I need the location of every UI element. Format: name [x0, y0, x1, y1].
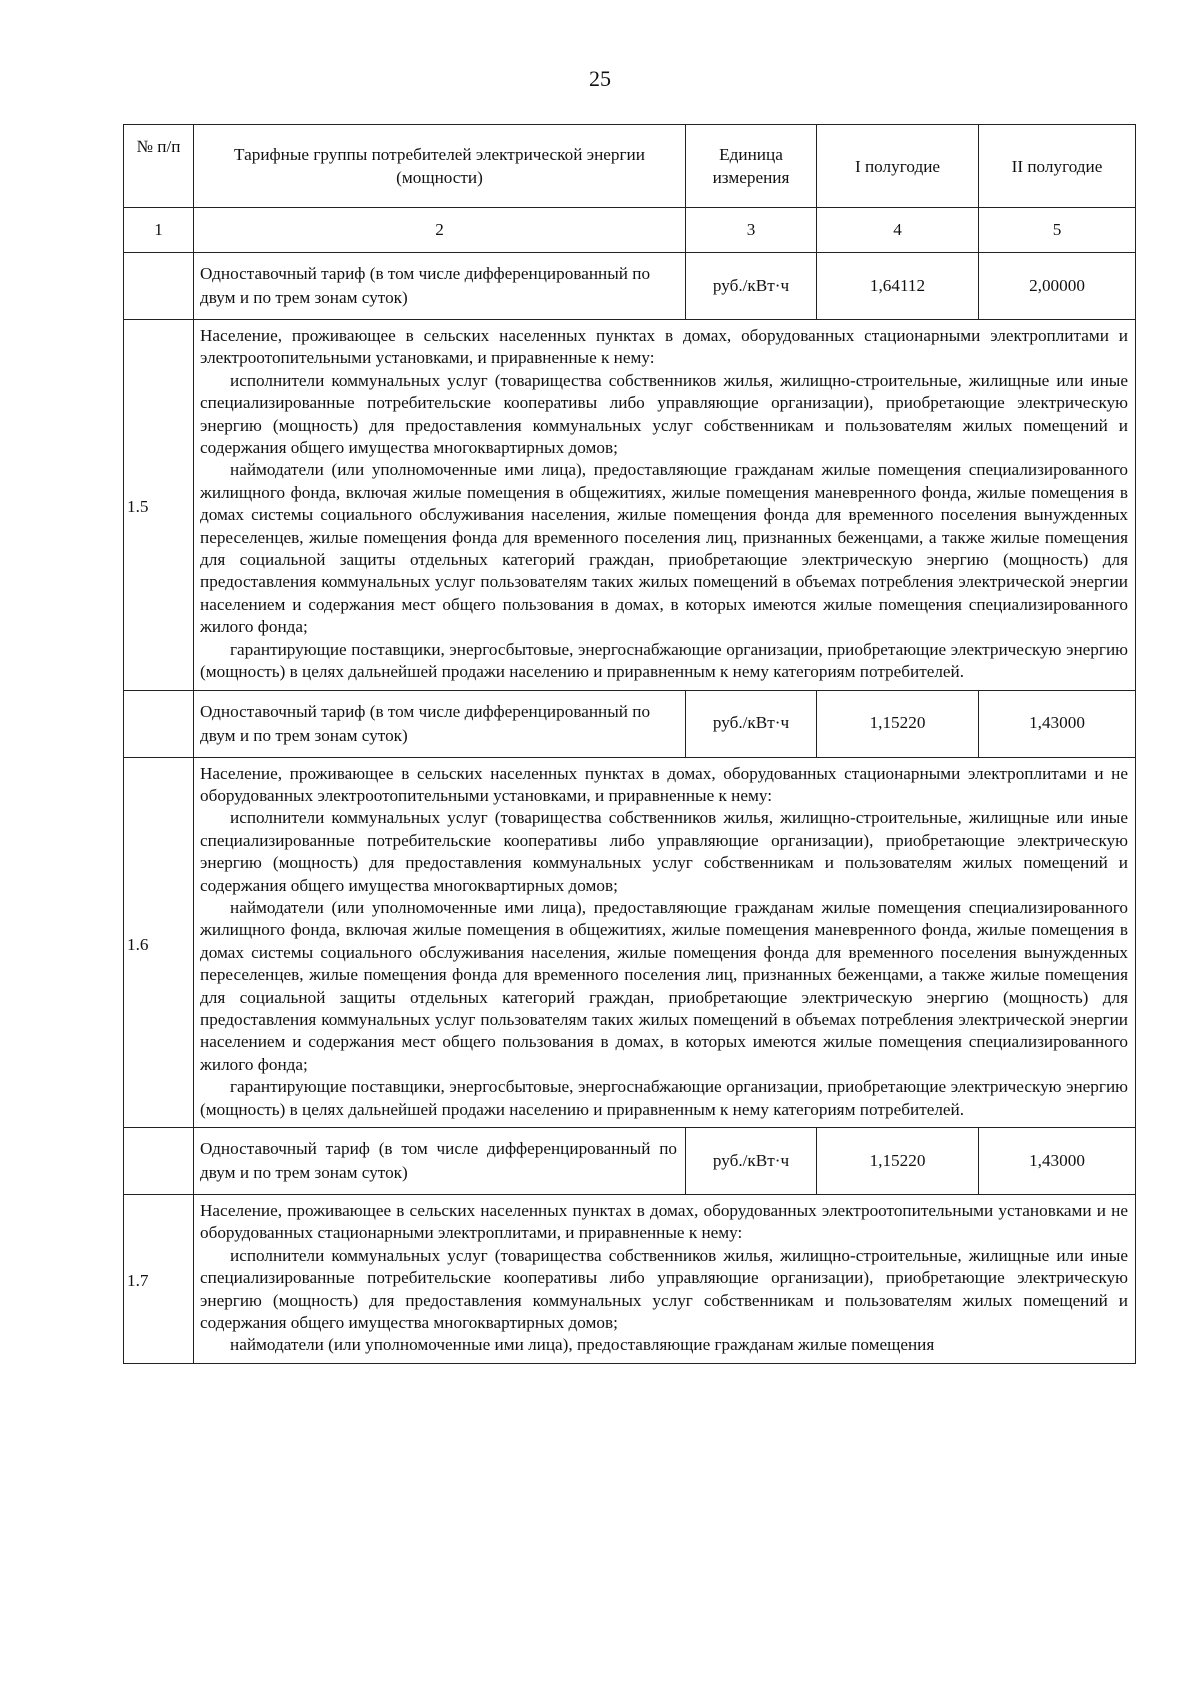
empty-cell	[124, 1128, 194, 1195]
tariff-unit: руб./кВт·ч	[686, 690, 817, 757]
column-number: 4	[817, 208, 979, 253]
section-row	[124, 757, 1136, 1128]
section-description	[194, 320, 1136, 691]
section-description	[194, 1195, 1136, 1364]
tariff-rate-row	[124, 690, 1136, 757]
section-number: 1.7	[124, 1195, 194, 1364]
section-paragraph: наймодатели (или уполномоченные ими лица), предоставляющие гражданам жилые помещения специализированного жилищного фонда, включая жилые помещения в общежитиях, жилые помещения маневренного фонда, жилые помещения в домах системы социального обслуживания населения, жилые помещения фонда для временного поселения вынужденных переселенцев, жилые помещения фонда для временного поселения лиц, признанных беженцами, а также жилые помещения для социальной защиты отдельных категорий граждан, приобретающие электрическую энергию (мощность) для предоставления коммунальных услуг пользователям таких жилых помещений в объемах потребления электрической энергии населением и содержания мест общего пользования в домах, в которых имеются жилые помещения специализированного жилого фонда;	[200, 897, 1128, 1074]
header-unit-col: Единица измерения	[686, 125, 817, 208]
table-header-row	[124, 125, 1136, 208]
section-intro: Население, проживающее в сельских населенных пунктах в домах, оборудованных электроотопительными установками и не оборудованных стационарными электроплитами, и приравненные к нему:	[200, 1201, 1128, 1243]
section-intro: Население, проживающее в сельских населенных пунктах в домах, оборудованных стационарными электроплитами и не оборудованных электроотопительными установками, и приравненные к нему:	[200, 763, 1128, 805]
tariff-second-half-value: 2,00000	[979, 253, 1136, 320]
tariff-unit: руб./кВт·ч	[686, 1128, 817, 1195]
section-intro: Население, проживающее в сельских населенных пунктах в домах, оборудованных стационарными электроплитами и электроотопительными установками, и приравненные к нему:	[200, 326, 1128, 368]
tariff-rate-row	[124, 253, 1136, 320]
tariff-first-half-value: 1,15220	[817, 690, 979, 757]
section-row	[124, 1195, 1136, 1364]
tariff-second-half-value: 1,43000	[979, 1128, 1136, 1195]
tariff-second-half-value: 1,43000	[979, 690, 1136, 757]
page-number: 25	[589, 66, 611, 91]
column-number: 5	[979, 208, 1136, 253]
column-number: 2	[194, 208, 686, 253]
section-paragraph: исполнители коммунальных услуг (товарищества собственников жилья, жилищно-строительные, жилищные или иные специализированные потребительские кооперативы либо управляющие организации), приобретающие электрическую энергию (мощность) для предоставления коммунальных услуг собственникам и пользователям жилых помещений и содержания общего имущества многоквартирных домов;	[200, 370, 1128, 458]
header-first-half-col: I полугодие	[817, 125, 979, 208]
tariff-first-half-value: 1,64112	[817, 253, 979, 320]
section-paragraph: наймодатели (или уполномоченные ими лица), предоставляющие гражданам жилые помещения	[230, 1335, 935, 1355]
tariff-rate-label: Одноставочный тариф (в том числе дифференцированный по двум и по трем зонам суток)	[194, 253, 686, 320]
column-numbers-row	[124, 208, 1136, 253]
empty-cell	[124, 690, 194, 757]
header-number-col: № п/п	[124, 125, 194, 208]
section-paragraph: гарантирующие поставщики, энергосбытовые, энергоснабжающие организации, приобретающие электрическую энергию (мощность) в целях дальнейшей продажи населению и приравненным к нему категориям потребителей.	[200, 639, 1128, 682]
empty-cell	[124, 253, 194, 320]
tariff-table	[123, 124, 1136, 1364]
section-number: 1.5	[124, 320, 194, 691]
tariff-rate-label: Одноставочный тариф (в том числе дифференцированный по двум и по трем зонам суток)	[194, 1128, 686, 1195]
section-description	[194, 757, 1136, 1128]
header-second-half-col: II полугодие	[979, 125, 1136, 208]
section-paragraph: гарантирующие поставщики, энергосбытовые, энергоснабжающие организации, приобретающие электрическую энергию (мощность) в целях дальнейшей продажи населению и приравненным к нему категориям потребителей.	[200, 1077, 1128, 1119]
section-number: 1.6	[124, 757, 194, 1128]
tariff-first-half-value: 1,15220	[817, 1128, 979, 1195]
section-paragraph: исполнители коммунальных услуг (товарищества собственников жилья, жилищно-строительные, жилищные или иные специализированные потребительские кооперативы либо управляющие организации), приобретающие электрическую энергию (мощность) для предоставления коммунальных услуг собственникам и пользователям жилых помещений и содержания общего имущества многоквартирных домов;	[200, 1245, 1128, 1333]
tariff-rate-row	[124, 1128, 1136, 1195]
column-number: 3	[686, 208, 817, 253]
header-tariff-groups-col: Тарифные группы потребителей электрической энергии (мощности)	[194, 125, 686, 208]
section-paragraph: исполнители коммунальных услуг (товарищества собственников жилья, жилищно-строительные, жилищные или иные специализированные потребительские кооперативы либо управляющие организации), приобретающие электрическую энергию (мощность) для предоставления коммунальных услуг собственникам и пользователям жилых помещений и содержания общего имущества многоквартирных домов;	[200, 808, 1128, 895]
tariff-rate-label: Одноставочный тариф (в том числе дифференцированный по двум и по трем зонам суток)	[194, 690, 686, 757]
section-paragraph: наймодатели (или уполномоченные ими лица), предоставляющие гражданам жилые помещения специализированного жилищного фонда, включая жилые помещения в общежитиях, жилые помещения маневренного фонда, жилые помещения в домах системы социального обслуживания населения, жилые помещения фонда для временного поселения вынужденных переселенцев, жилые помещения фонда для временного поселения лиц, признанных беженцами, а также жилые помещения для социальной защиты отдельных категорий граждан, приобретающие электрическую энергию (мощность) для предоставления коммунальных услуг пользователям таких жилых помещений в объемах потребления электрической энергии населением и содержания мест общего пользования в домах, в которых имеются жилые помещения специализированного жилого фонда;	[200, 460, 1128, 637]
tariff-unit: руб./кВт·ч	[686, 253, 817, 320]
section-row	[124, 320, 1136, 691]
column-number: 1	[124, 208, 194, 253]
